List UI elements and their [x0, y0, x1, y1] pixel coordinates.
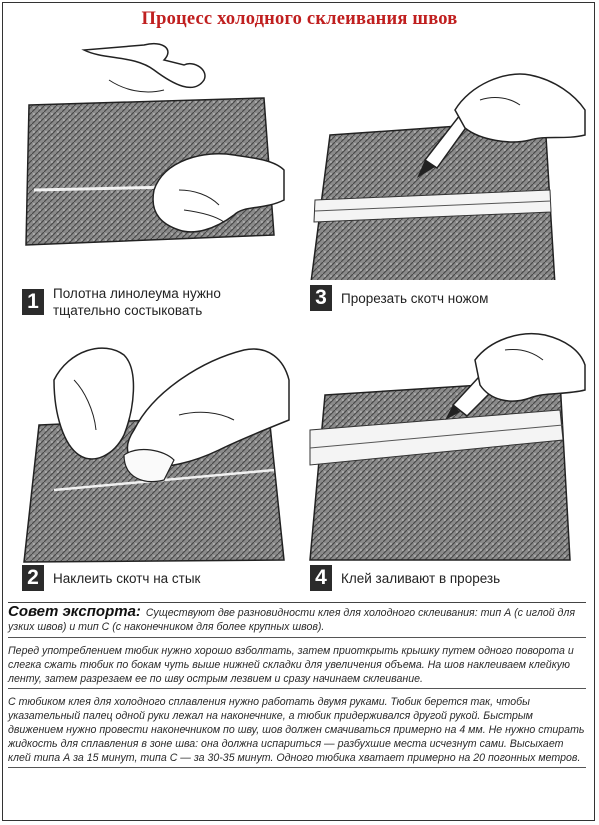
- step-1-text-line-2: тщательно состыковать: [53, 303, 203, 318]
- step-2-text: Наклеить скотч на стык: [53, 570, 201, 586]
- step-2-illustration: [14, 320, 299, 565]
- step-2-caption: [22, 565, 200, 591]
- tips-section: [8, 602, 586, 768]
- step-4-illustration: [305, 320, 590, 565]
- tips-paragraph-2: С тюбиком клея для холодного сплавления нужно работать двумя руками. Тюбик берется так, чтобы указательный палец одной руки лежал на наконечнике, а тюбик придерживался другой рукой. Быстрым движением нужно провести наконечником по шву, шов должен смачиваться примерно на 4 мм. Не нужно стирать жидкость для сплавления в зоне шва: она должна испариться — разбухшие места исчезнут сами. Высыхает клей типа А за 15 минут, типа С — за 30-35 минут. Одного тюбика хватает примерно на 20 погонных метров.: [8, 695, 586, 768]
- tips-paragraph-1: Перед употреблением тюбик нужно хорошо взболтать, затем приоткрыть крышку путем одного поворота и слегка сжать тюбик по бокам чуть выше нижней складки для увеличения объема. На шов наклеиваем клейкую ленту, затем разрезаем ее по шву острым лезвием и сразу начинаем склеивание.: [8, 644, 586, 689]
- page-title: Процесс холодного склеивания швов: [141, 9, 458, 29]
- step-number-badge: 4: [310, 565, 332, 591]
- step-3-illustration: [305, 40, 590, 280]
- step-3-caption: [310, 285, 488, 311]
- tips-heading: Совет экспорта:: [8, 603, 141, 620]
- step-4-caption: [310, 565, 500, 591]
- step-1-illustration: [14, 40, 299, 280]
- step-number-badge: 3: [310, 285, 332, 311]
- step-1-caption: [22, 285, 221, 319]
- step-4-text: Клей заливают в прорезь: [341, 570, 501, 586]
- step-3-text: Прорезать скотч ножом: [341, 290, 489, 306]
- step-1-text-line-1: Полотна линолеума нужно: [53, 286, 221, 301]
- step-number-badge: 1: [22, 289, 44, 315]
- tips-intro: Существуют две разновидности клея для холодного склеивания: тип А (с иглой для узких швов) и тип С (с наконечником для более крупных швов).: [8, 607, 576, 633]
- step-number-badge: 2: [22, 565, 44, 591]
